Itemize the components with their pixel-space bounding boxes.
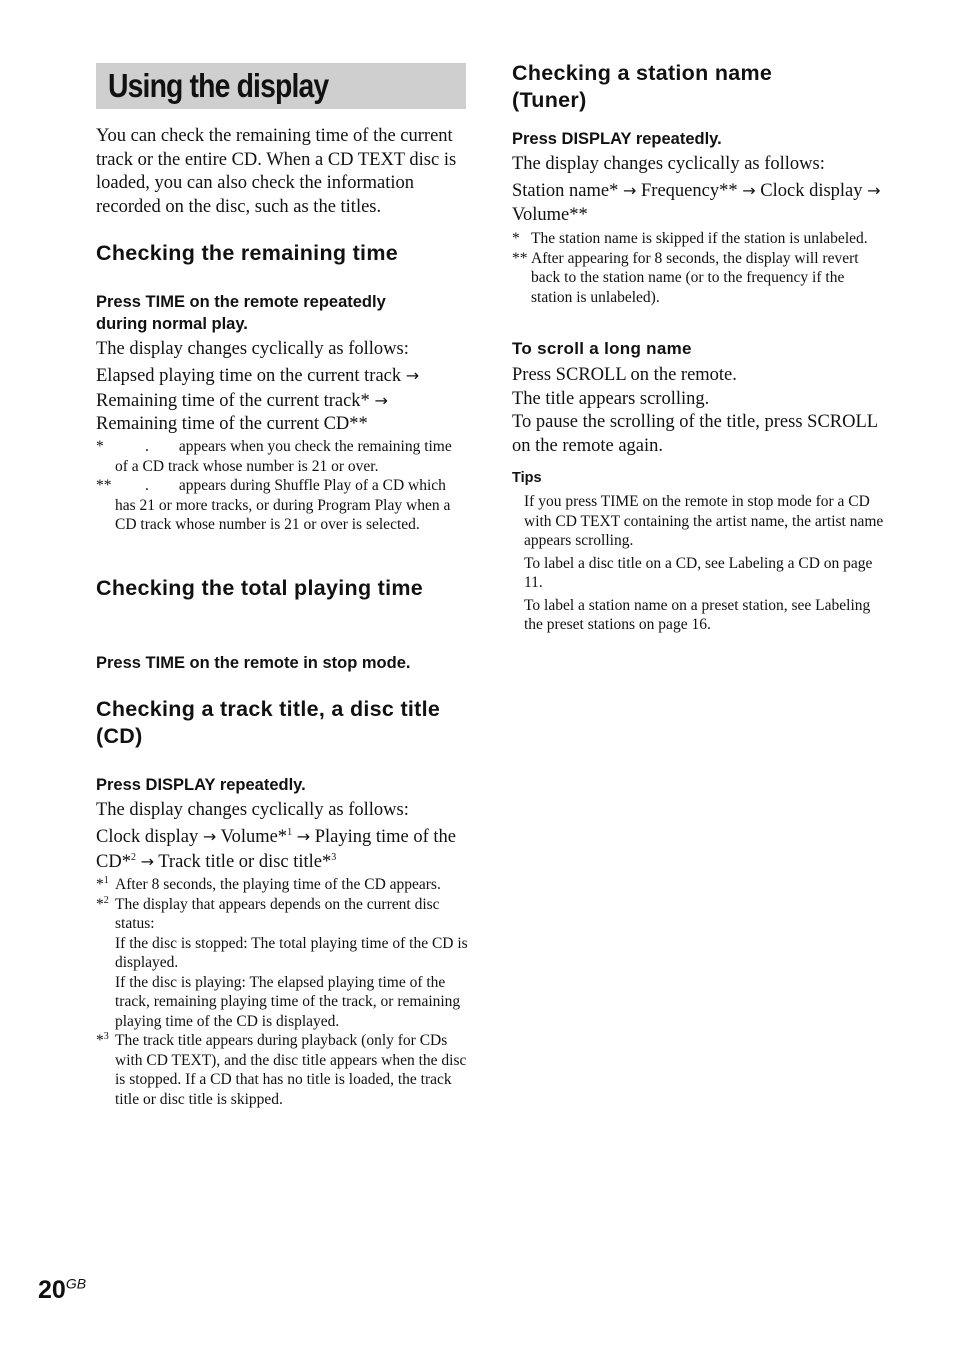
footnote-detail: If the disc is stopped: The total playing time of the CD is displayed. xyxy=(115,934,468,971)
footnote-mark: * xyxy=(96,438,104,455)
seq-remaining-cd: Remaining time of the current CD** xyxy=(96,414,368,434)
seq-clock: Clock display xyxy=(96,827,199,847)
remaining-sequence xyxy=(96,364,468,437)
footnote-text: The display that appears depends on the current disc status: xyxy=(115,895,440,932)
footnote xyxy=(512,229,884,249)
footnote xyxy=(512,249,884,308)
instruction-station-name: Press DISPLAY repeatedly. xyxy=(512,130,722,148)
arrow-icon: → xyxy=(405,366,420,385)
scroll-line: The title appears scrolling. xyxy=(512,388,710,409)
page-suffix: GB xyxy=(65,1275,87,1292)
arrow-icon: → xyxy=(742,181,756,200)
instruction-remaining-time: Press TIME on the remote repeatedly during normal play. xyxy=(96,293,386,333)
tip-item: If you press TIME on the remote in stop mode for a CD with CD TEXT containing the artist name, the artist name appears scrolling. xyxy=(524,493,884,549)
seq-volume: Volume*$^1$ xyxy=(220,826,293,847)
tips-list xyxy=(512,492,884,635)
scroll-line: To pause the scrolling of the title, press SCROLL on the remote again. xyxy=(512,412,878,456)
page-number: $20^{GB}$ xyxy=(38,1275,87,1304)
seq-volume: Volume** xyxy=(512,204,588,225)
seq-playing-time: Playing time of the CD*$^2$ xyxy=(96,827,457,872)
title-band xyxy=(96,63,466,109)
page-title: Using the display xyxy=(108,67,329,104)
station-footnotes xyxy=(512,229,884,307)
footnote-detail: If the disc is playing: The elapsed playing time of the track, remaining playing time of the track, or remaining playing time of the CD is displayed. xyxy=(115,973,461,1030)
footnote-text: The station name is skipped if the station is unlabeled. xyxy=(531,230,868,247)
remaining-lead: The display changes cyclically as follows: xyxy=(96,339,409,359)
footnote-text: After appearing for 8 seconds, the display will revert back to the station name (or to the frequency if the station is unlabeled). xyxy=(531,249,859,306)
scroll-body xyxy=(512,364,884,458)
seq-remaining-track: Remaining time of the current track* xyxy=(96,390,370,411)
footnote-mark: * xyxy=(512,230,520,247)
seq-station-name: Station name* xyxy=(512,181,619,201)
heading-remaining-time: Checking the remaining time xyxy=(96,241,398,265)
footnote xyxy=(96,437,468,476)
remaining-footnotes xyxy=(96,437,468,535)
footnote: *$^1$ After 8 seconds, the playing time of the CD appears. xyxy=(96,874,441,893)
track-lead: The display changes cyclically as follows: xyxy=(96,800,409,820)
station-lead: The display changes cyclically as follows: xyxy=(512,154,825,174)
arrow-icon: → xyxy=(622,181,637,200)
footnote-text: appears when you check the remaining time of a CD track whose number is 21 or over. xyxy=(115,438,452,475)
footnote-mark: ** xyxy=(96,477,112,494)
heading-total-time: Checking the total playing time xyxy=(96,576,424,600)
tip-item: To label a station name on a preset station, see Labeling the preset stations on page 16. xyxy=(524,596,871,633)
instruction-total-time: Press TIME on the remote in stop mode. xyxy=(96,654,411,672)
arrow-icon: → xyxy=(296,827,311,846)
heading-scroll: To scroll a long name xyxy=(512,339,692,358)
tips-heading: Tips xyxy=(512,470,542,486)
track-sequence xyxy=(96,825,468,874)
scroll-line: Press SCROLL on the remote. xyxy=(512,365,737,385)
footnote-dot: . xyxy=(145,477,149,494)
instruction-track-title: Press DISPLAY repeatedly. xyxy=(96,776,306,794)
arrow-icon: → xyxy=(374,390,388,410)
footnote-text: After 8 seconds, the playing time of the CD appears. xyxy=(115,876,441,893)
footnote-dot: . xyxy=(145,438,149,455)
seq-clock: Clock display xyxy=(760,181,863,201)
footnote: *$^3$ The track title appears during playback (only for CDs with CD TEXT), and the disc title appears when the disc is stopped. If a CD that has no title is loaded, the track title or disc title is skipped. xyxy=(96,1030,467,1108)
footnote xyxy=(96,476,468,535)
intro-paragraph: You can check the remaining time of the current track or the entire CD. When a CD TEXT disc is loaded, you can also check the information recorded on the disc, such as the titles. xyxy=(96,126,457,217)
footnote-text: The track title appears during playback (only for CDs with CD TEXT), and the disc title appears when the disc is stopped. If a CD that has no title is loaded, the track title or disc title is skipped. xyxy=(115,1032,467,1108)
footnote: *$^2$ The display that appears depends on the current disc status: xyxy=(96,894,440,932)
heading-track-title: Checking a track title, a disc title (CD) xyxy=(96,697,441,748)
seq-elapsed: Elapsed playing time on the current track xyxy=(96,366,402,386)
seq-track-title: Track title or disc title*$^3$ xyxy=(158,851,337,872)
arrow-icon: → xyxy=(140,851,154,871)
tip-item: To label a disc title on a CD, see Labeling a CD on page 11. xyxy=(524,554,873,591)
station-sequence xyxy=(512,179,884,227)
heading-station-name: Checking a station name (Tuner) xyxy=(512,61,773,112)
arrow-icon: → xyxy=(867,181,881,200)
footnote-mark: ** xyxy=(512,249,528,267)
track-footnotes xyxy=(96,875,468,1109)
seq-frequency: Frequency** xyxy=(641,181,738,201)
footnote-text: appears during Shuffle Play of a CD which has 21 or more tracks, or during Program Play when a CD track whose number is 21 or over is selected. xyxy=(115,477,451,533)
arrow-icon: → xyxy=(202,827,217,846)
